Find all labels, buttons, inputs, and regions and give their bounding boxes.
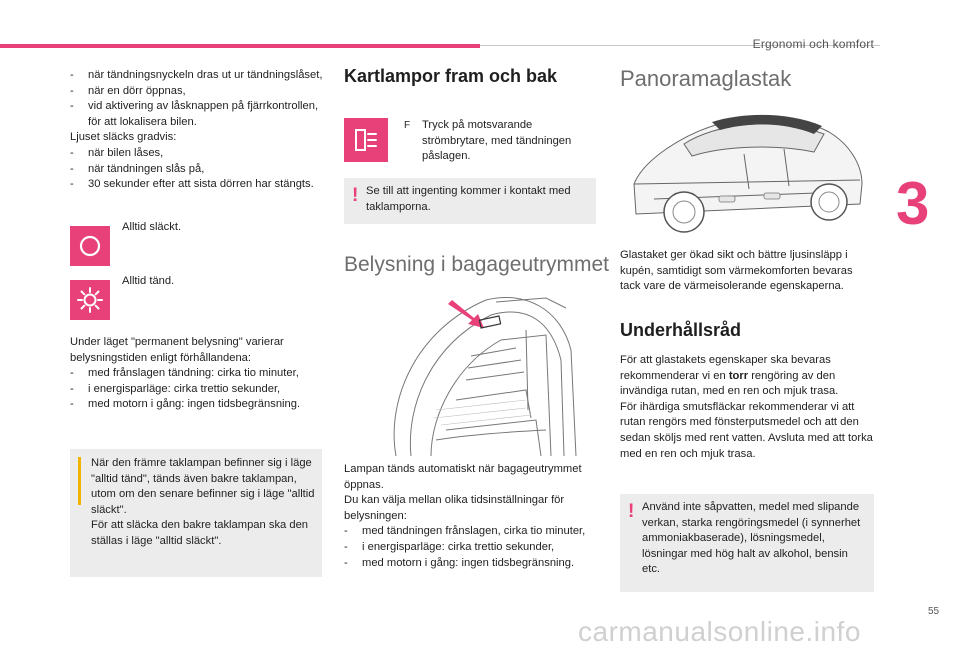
info-note-text: När den främre taklampan befinner sig i läge "alltid tänd", tänds även bakre taklampan, utom om den senare befinner sig i läge "alltid släckt". xyxy=(91,457,315,516)
list-item: - med tändningen frånslagen, cirka tio minuter, xyxy=(344,524,598,540)
map-lamp-icon xyxy=(344,118,388,162)
always-on-label: Alltid tänd. xyxy=(122,275,175,287)
section-title: Ergonomi och komfort xyxy=(752,37,874,51)
trunk-illustration xyxy=(376,290,578,456)
list-item: - när bilen låses, xyxy=(70,146,326,162)
maintenance-para-1: För att glastakets egenskaper ska bevaras rekommenderar vi en torr rengöring av den invändiga rutan, med en ren och mjuk trasa. xyxy=(620,354,839,398)
watermark: carmanualsonline.info xyxy=(578,616,861,647)
trunk-text xyxy=(344,462,598,571)
info-note-text: För att släcka den bakre taklampan ska den ställas i läge "alltid släckt". xyxy=(91,519,309,547)
trunk-para-2: Du kan välja mellan olika tidsinställningar för belysningen: xyxy=(344,494,565,522)
warning-note-lamps xyxy=(344,178,596,224)
heading-panoramic-roof: Panoramaglastak xyxy=(620,66,792,91)
fade-intro: Ljuset släcks gradvis: xyxy=(70,131,177,144)
list-item: - vid aktivering av låsknappen på fjärrkontrollen, för att lokalisera bilen. xyxy=(70,99,326,130)
heading-trunk-lighting: Belysning i bagageutrymmet xyxy=(344,253,609,276)
chapter-number: 3 xyxy=(896,170,930,237)
heading-map-lamps: Kartlampor fram och bak xyxy=(344,66,558,86)
header-accent-bar xyxy=(0,44,480,48)
always-off-icon xyxy=(70,226,110,266)
warning-icon: ! xyxy=(628,501,635,522)
maintenance-text xyxy=(620,353,874,462)
warning-icon: ! xyxy=(352,185,359,206)
list-item: - i energisparläge: cirka trettio sekunder, xyxy=(344,540,598,556)
list-item: - i energisparläge: cirka trettio sekunder, xyxy=(70,382,326,398)
info-note xyxy=(70,449,322,577)
list-item: - med motorn i gång: ingen tidsbegränsning. xyxy=(70,397,326,413)
col1-intro xyxy=(70,68,326,193)
list-item: - när en dörr öppnas, xyxy=(70,84,326,100)
list-item: - när tändningen slås på, xyxy=(70,162,326,178)
list-item: - när tändningsnyckeln dras ut ur tändningslåset, xyxy=(70,68,326,84)
trunk-para-1: Lampan tänds automatiskt när bagageutrymmet öppnas. xyxy=(344,463,582,491)
permanent-lighting-text xyxy=(70,335,326,413)
press-marker: F xyxy=(404,120,411,131)
heading-maintenance: Underhållsråd xyxy=(620,320,742,340)
list-item: - 30 sekunder efter att sista dörren har stängts. xyxy=(70,177,326,193)
press-instruction: Tryck på motsvarande strömbrytare, med tändningen påslagen. xyxy=(422,119,572,163)
warning-text: Se till att ingenting kommer i kontakt med taklamporna. xyxy=(366,185,571,213)
info-marker xyxy=(78,457,81,505)
perm-intro: Under läget "permanent belysning" varierar belysningstiden enligt förhållandena: xyxy=(70,336,284,364)
always-on-icon xyxy=(70,280,110,320)
roof-description: Glastaket ger ökad sikt och bättre ljusinsläpp i kupén, samtidigt som värmekomforten bevaras tack vare de värmeisolerande egenskaperna. xyxy=(620,249,853,293)
warning-text: Använd inte såpvatten, medel med slipande verkan, starka rengöringsmedel (i synnerhet ammoniakbaserade), lösningsmedel, lösningar med hög halt av alkohol, bensin etc. xyxy=(642,501,861,576)
maintenance-para-2: För ihärdiga smutsfläckar rekommenderar vi att rutan rengörs med fönsterputsmedel och att den sedan sköljs med rent vatten. Avsluta med att torka med en ren och mjuk trasa. xyxy=(620,400,873,460)
always-off-label: Alltid släckt. xyxy=(122,221,182,233)
list-item: - med frånslagen tändning: cirka tio minuter, xyxy=(70,366,326,382)
list-item: - med motorn i gång: ingen tidsbegränsning. xyxy=(344,556,598,572)
page-number: 55 xyxy=(928,606,940,617)
warning-note-roof xyxy=(620,494,874,592)
car-illustration xyxy=(624,104,868,244)
